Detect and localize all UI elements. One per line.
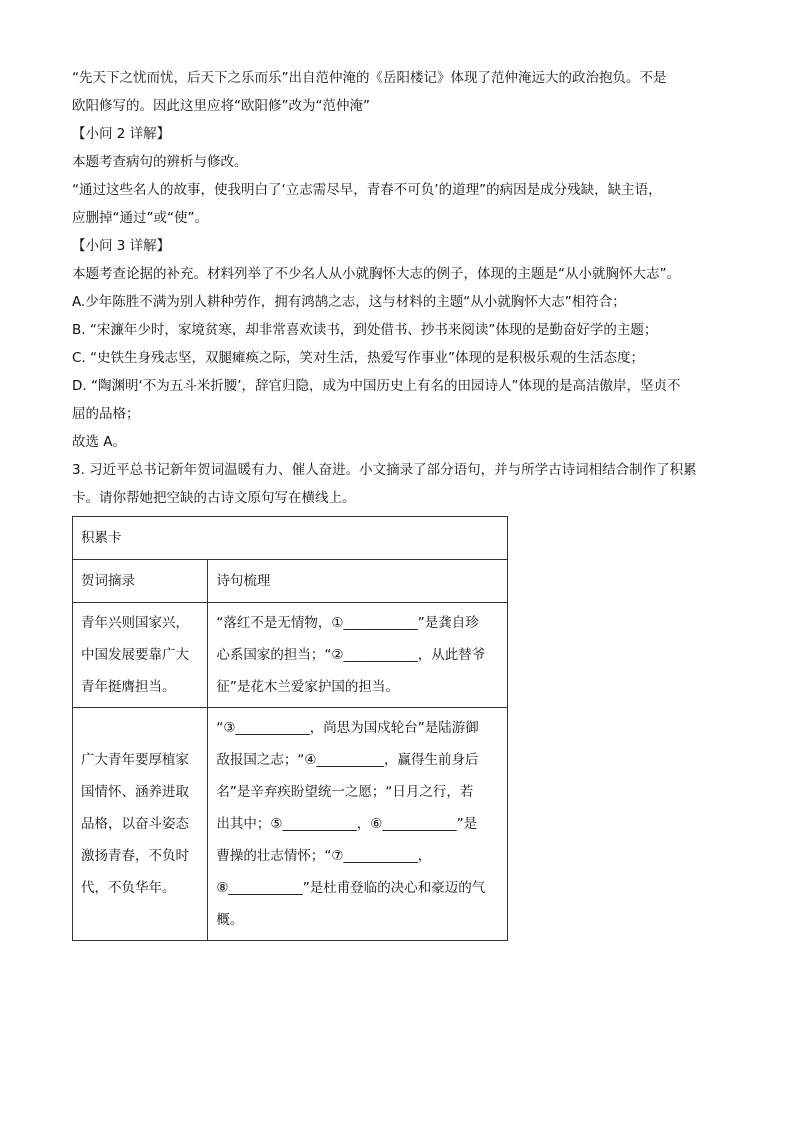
row1-poem-line: 心系国家的担当；“②___________，从此替爷 bbox=[216, 647, 486, 663]
q3-option-b: B. “宋濂年少时，家境贫寒，却非常喜欢读书，到处借书、抄书来阅读”体现的是勤奋好学的主题； bbox=[72, 322, 658, 338]
row2-excerpt-line: 广大青年要厚植家 bbox=[81, 752, 189, 768]
row2-poem-line: 名”是辛弃疾盼望统一之愿；“日月之行，若 bbox=[216, 784, 474, 800]
question3-line-1: 3. 习近平总书记新年贺词温暖有力、催人奋进。小文摘录了部分语句，并与所学古诗词相结合制作了积累 bbox=[72, 462, 697, 478]
row2-excerpt-cell bbox=[73, 708, 208, 941]
col-head-excerpt: 贺词摘录 bbox=[73, 560, 208, 603]
q3-option-d-line-2: 屈的品格； bbox=[72, 406, 140, 422]
q2-line-2: “通过这些名人的故事，使我明白了‘立志需尽早，青春不可负’的道理”的病因是成分残缺，缺主语， bbox=[72, 182, 662, 198]
q1-line-2: 欧阳修写的。因此这里应将“欧阳修”改为“范仲淹” bbox=[72, 98, 370, 114]
question3-line-2: 卡。请你帮她把空缺的古诗文原句写在横线上。 bbox=[72, 490, 356, 506]
q2-heading: 【小问 2 详解】 bbox=[72, 126, 171, 142]
row1-poem-line: “落红不是无情物，①___________”是龚自珍 bbox=[216, 615, 479, 631]
row2-poem-line: 曹操的壮志情怀；“⑦___________， bbox=[216, 848, 432, 864]
q2-line-1: 本题考查病句的辨析与修改。 bbox=[72, 154, 248, 170]
row1-excerpt-line: 青年兴则国家兴， bbox=[81, 615, 189, 631]
q3-heading: 【小问 3 详解】 bbox=[72, 238, 171, 254]
col-head-poems: 诗句梳理 bbox=[208, 560, 508, 603]
row1-poem-line: 征”是花木兰爱家护国的担当。 bbox=[216, 679, 399, 695]
q3-option-a: A.少年陈胜不满为别人耕种劳作，拥有鸿鹄之志，这与材料的主题“从小就胸怀大志”相符合； bbox=[72, 294, 626, 310]
q3-option-d-line-1: D. “陶渊明‘不为五斗米折腰’，辞官归隐，成为中国历史上有名的田园诗人”体现的是高洁傲岸，坚贞不 bbox=[72, 378, 681, 394]
row2-poem-line: 敌报国之志；“④__________，赢得生前身后 bbox=[216, 752, 479, 768]
row2-excerpt-line: 品格，以奋斗姿态 bbox=[81, 816, 189, 832]
q3-answer: 故选 A。 bbox=[72, 434, 127, 450]
row2-excerpt-line: 激扬青春，不负时 bbox=[81, 848, 189, 864]
row1-excerpt-line: 青年挺膺担当。 bbox=[81, 679, 176, 695]
row2-poem-line: ⑧___________”是杜甫登临的决心和豪迈的气 bbox=[216, 880, 486, 896]
page-content bbox=[72, 64, 724, 941]
row1-excerpt-cell bbox=[73, 603, 208, 708]
row1-poem-cell bbox=[208, 603, 508, 708]
row2-poem-line: 概。 bbox=[216, 912, 244, 928]
q3-option-c: C. “史铁生身残志坚，双腿瘫痪之际，笑对生活，热爱写作事业”体现的是积极乐观的生活态度； bbox=[72, 350, 644, 366]
row2-excerpt-line: 国情怀、涵养进取 bbox=[81, 784, 189, 800]
row2-poem-line: “③___________，尚思为国戍轮台”是陆游御 bbox=[216, 720, 479, 736]
row1-excerpt-line: 中国发展要靠广大 bbox=[81, 647, 189, 663]
row2-poem-cell bbox=[208, 708, 508, 941]
accumulation-card-table bbox=[72, 516, 508, 941]
q1-line-1: “先天下之忧而忧，后天下之乐而乐”出自范仲淹的《岳阳楼记》体现了范仲淹远大的政治抱负。不是 bbox=[72, 70, 667, 86]
card-title: 积累卡 bbox=[73, 517, 508, 560]
q2-line-3: 应删掉“通过”或“使”。 bbox=[72, 210, 208, 226]
row2-poem-line: 出其中；⑤___________，⑥___________”是 bbox=[216, 816, 478, 832]
row2-excerpt-line: 代，不负华年。 bbox=[81, 880, 176, 896]
q3-line-1: 本题考查论据的补充。材料列举了不少名人从小就胸怀大志的例子，体现的主题是“从小就胸怀大志”。 bbox=[72, 266, 680, 282]
